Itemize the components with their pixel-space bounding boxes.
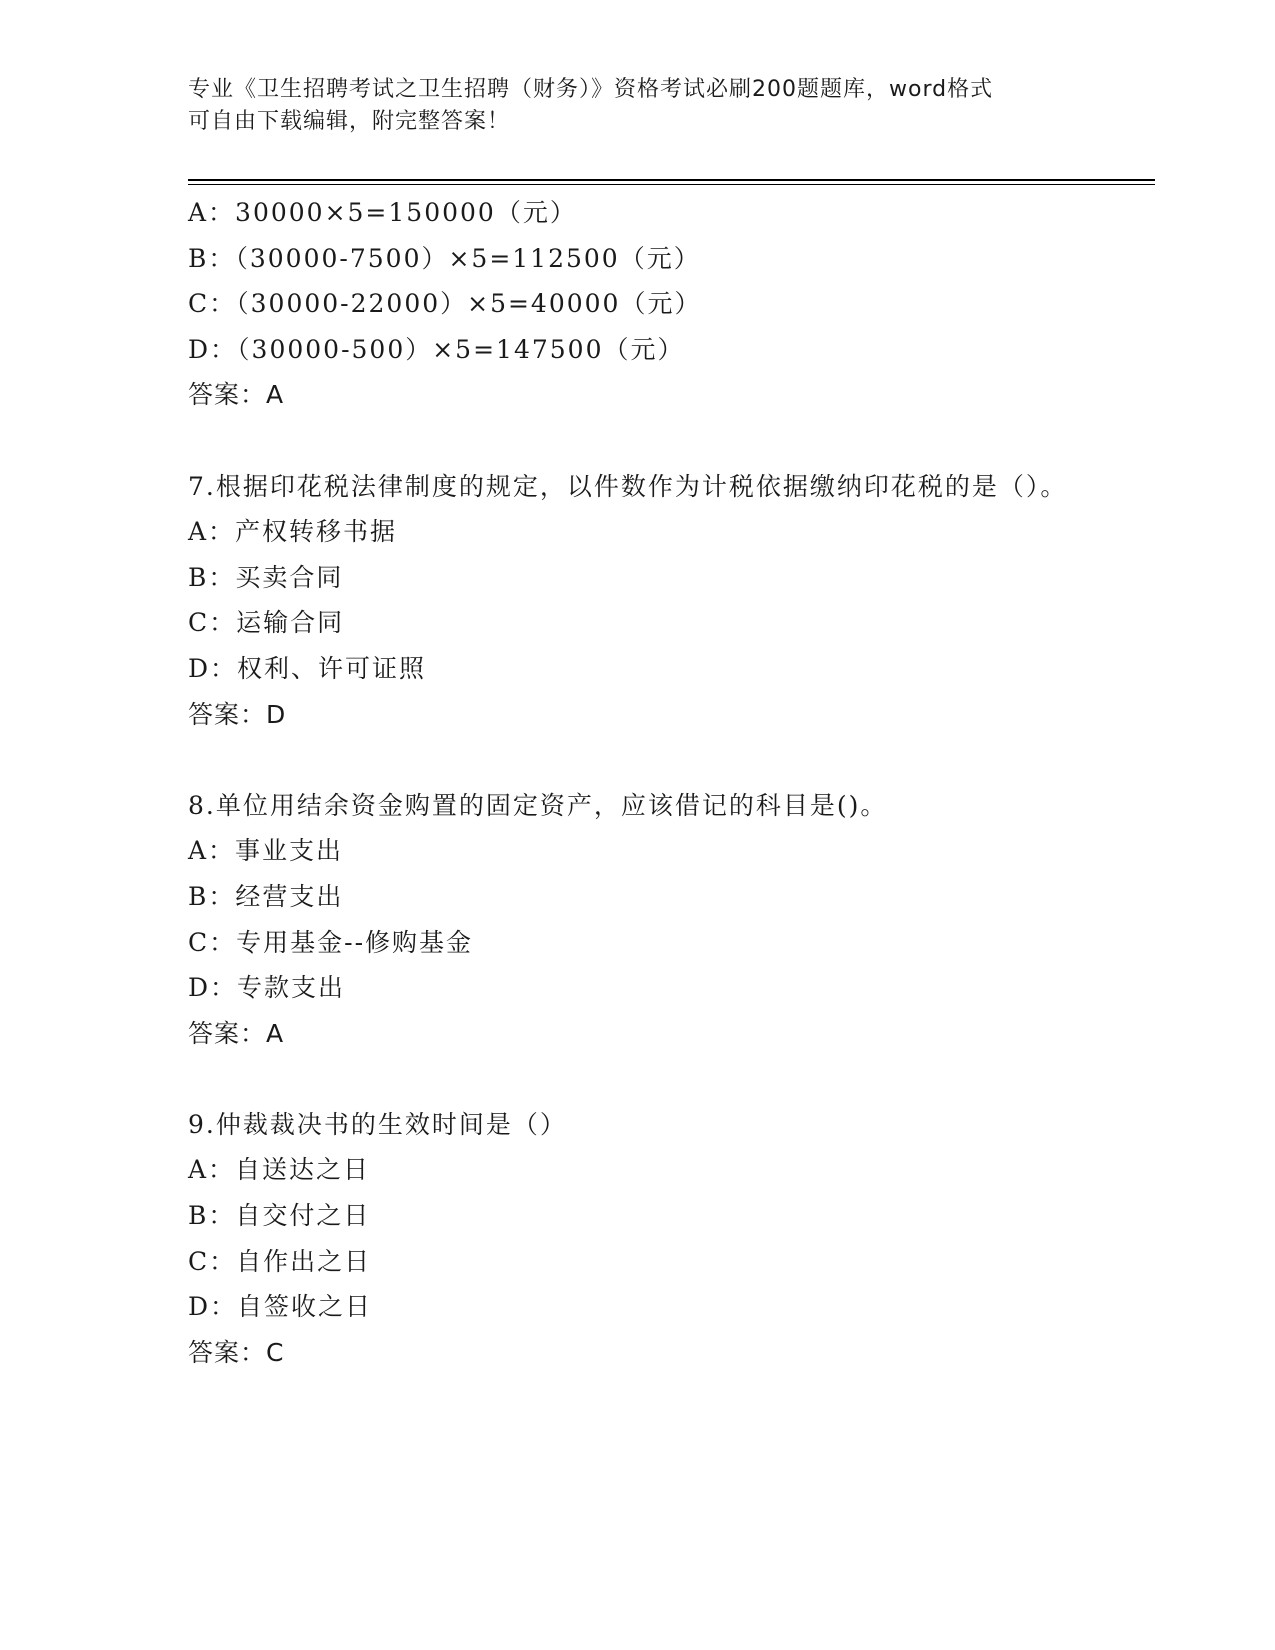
option-c: C：运输合同 <box>188 608 345 638</box>
option-a: A：产权转移书据 <box>188 517 398 547</box>
option-a: A：事业支出 <box>188 836 344 866</box>
answer: 答案：A <box>188 380 285 410</box>
option-b: B：买卖合同 <box>188 562 344 592</box>
option-a: A：30000×5=150000（元） <box>188 198 577 227</box>
option-c: C：专用基金--修购基金 <box>188 927 474 957</box>
option-d: D：（30000-500）×5=147500（元） <box>188 334 685 364</box>
question-text: 8.单位用结余资金购置的固定资产，应该借记的科目是()。 <box>188 790 888 820</box>
option-d: D：权利、许可证照 <box>188 653 427 683</box>
option-b: B：自交付之日 <box>188 1201 371 1231</box>
spacer <box>188 418 1088 464</box>
option-b: B：（30000-7500）×5=112500（元） <box>188 243 701 273</box>
option-c: C：（30000-22000）×5=40000（元） <box>188 289 702 319</box>
question-8 <box>188 783 1088 1057</box>
option-d: D：专款支出 <box>188 973 346 1003</box>
question-text: 9.仲裁裁决书的生效时间是（） <box>188 1109 567 1139</box>
spacer <box>188 1056 1088 1102</box>
question-7 <box>188 464 1088 738</box>
spacer <box>188 737 1088 783</box>
answer: 答案：C <box>188 1337 285 1367</box>
question-9 <box>188 1102 1088 1376</box>
question-text: 7.根据印花税法律制度的规定，以件数作为计税依据缴纳印花税的是（）。 <box>188 471 1068 501</box>
answer: 答案：D <box>188 699 287 729</box>
option-d: D：自签收之日 <box>188 1292 373 1322</box>
header-divider-thick <box>188 179 1155 181</box>
option-b: B：经营支出 <box>188 881 344 911</box>
option-c: C：自作出之日 <box>188 1246 372 1276</box>
question-6 <box>188 190 1088 418</box>
answer: 答案：A <box>188 1018 285 1048</box>
option-a: A：自送达之日 <box>188 1155 371 1185</box>
header-line-2: 可自由下载编辑，附完整答案！ <box>188 109 511 134</box>
document-header <box>188 74 1088 138</box>
header-line-1: 专业《卫生招聘考试之卫生招聘（财务）》资格考试必刷200题题库，word格式 <box>188 77 994 102</box>
document-body <box>188 190 1088 1375</box>
header-divider-thin <box>188 184 1155 185</box>
